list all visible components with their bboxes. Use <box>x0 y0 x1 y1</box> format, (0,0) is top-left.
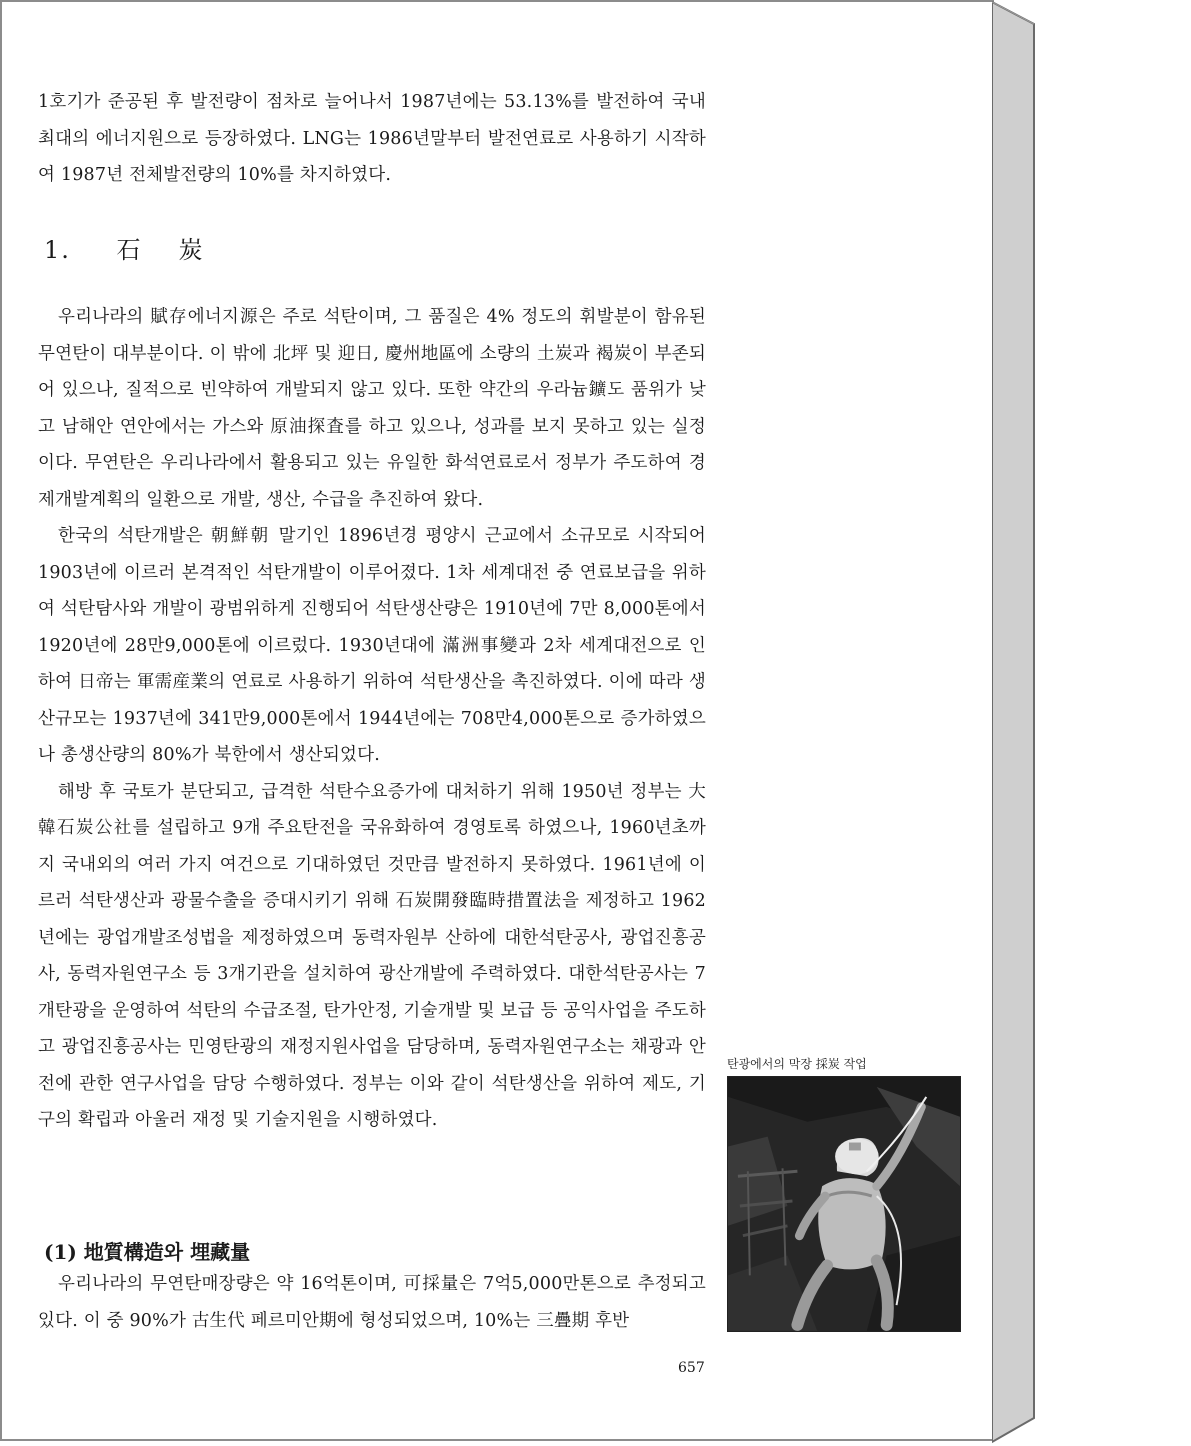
section-number: 1. <box>44 236 71 264</box>
section-body <box>38 299 706 1139</box>
section-title-char-1: 石 <box>116 236 143 264</box>
page-number: 657 <box>678 1360 705 1376</box>
section-title-char-2: 炭 <box>178 236 205 264</box>
photo-caption: 탄광에서의 막장 採炭 작업 <box>727 1057 867 1071</box>
subsection-body <box>38 1266 706 1339</box>
body-paragraph-1: 우리나라의 賦存에너지源은 주로 석탄이며, 그 품질은 4% 정도의 휘발분이 함유된 무연탄이 대부분이다. 이 밖에 北坪 및 迎日, 慶州地區에 소량의 土炭과 褐炭이 부존되어 있으나, 질적으로 빈약하여 개발되지 않고 있다. 또한 약간의 우라늄鑛도 품위가 낮고 남해안 연안에서는 가스와 原油探査를 하고 있으나, 성과를 보지 못하고 있는 실정이다. 무연탄은 우리나라에서 활용되고 있는 유일한 화석연료로서 정부가 주도하여 경제개발계획의 일환으로 개발, 생산, 수급을 추진하여 왔다. <box>38 307 706 510</box>
coal-miner-photo <box>727 1076 961 1332</box>
body-paragraph-2: 한국의 석탄개발은 朝鮮朝 말기인 1896년경 평양시 근교에서 소규모로 시작되어 1903년에 이르러 본격적인 석탄개발이 이루어졌다. 1차 세계대전 중 연료보급을 위하여 석탄탐사와 개발이 광범위하게 진행되어 석탄생산량은 1910년에 7만 8,000톤에서 1920년에 28만9,000톤에 이르렀다. 1930년대에 滿洲事變과 2차 세계대전으로 인하여 日帝는 軍需産業의 연료로 사용하기 위하여 석탄생산을 촉진하였다. 이에 따라 생산규모는 1937년에 341만9,000톤에서 1944년에는 708만4,000톤으로 증가하였으나 총생산량의 80%가 북한에서 생산되었다. <box>38 526 706 765</box>
subsection-heading: (1) 地質構造와 埋藏量 <box>44 1240 251 1264</box>
subsection-paragraph: 우리나라의 무연탄매장량은 약 16억톤이며, 可採量은 7억5,000만톤으로 추정되고 있다. 이 중 90%가 古生代 페르미안期에 형성되었으며, 10%는 三疊期 후반 <box>38 1274 706 1331</box>
coal-miner-illustration <box>728 1077 960 1331</box>
intro-paragraph <box>38 84 706 194</box>
intro-paragraph-text: 1호기가 준공된 후 발전량이 점차로 늘어나서 1987년에는 53.13%를 발전하여 국내 최대의 에너지원으로 등장하였다. LNG는 1986년말부터 발전연료로 사용하기 시작하여 1987년 전체발전량의 10%를 차지하였다. <box>38 92 706 185</box>
page-edge-decoration <box>992 0 1042 1444</box>
section-heading <box>44 230 205 265</box>
body-paragraph-3: 해방 후 국토가 분단되고, 급격한 석탄수요증가에 대처하기 위해 1950년 정부는 大韓石炭公社를 설립하고 9개 주요탄전을 국유화하여 경영토록 하였으나, 1960년초까지 국내외의 여러 가지 여건으로 기대하였던 것만큼 발전하지 못하였다. 1961년에 이르러 석탄생산과 광물수출을 증대시키기 위해 石炭開發臨時措置法을 제정하고 1962년에는 광업개발조성법을 제정하였으며 동력자원부 산하에 대한석탄공사, 광업진흥공사, 동력자원연구소 등 3개기관을 설치하여 광산개발에 주력하였다. 대한석탄공사는 7개탄광을 운영하여 석탄의 수급조절, 탄가안정, 기술개발 및 보급 등 공익사업을 주도하고 광업진흥공사는 민영탄광의 재정지원사업을 담당하며, 동력자원연구소는 채광과 안전에 관한 연구사업을 담당 수행하였다. 정부는 이와 같이 석탄생산을 위하여 제도, 기구의 확립과 아울러 재정 및 기술지원을 시행하였다. <box>38 781 706 1130</box>
